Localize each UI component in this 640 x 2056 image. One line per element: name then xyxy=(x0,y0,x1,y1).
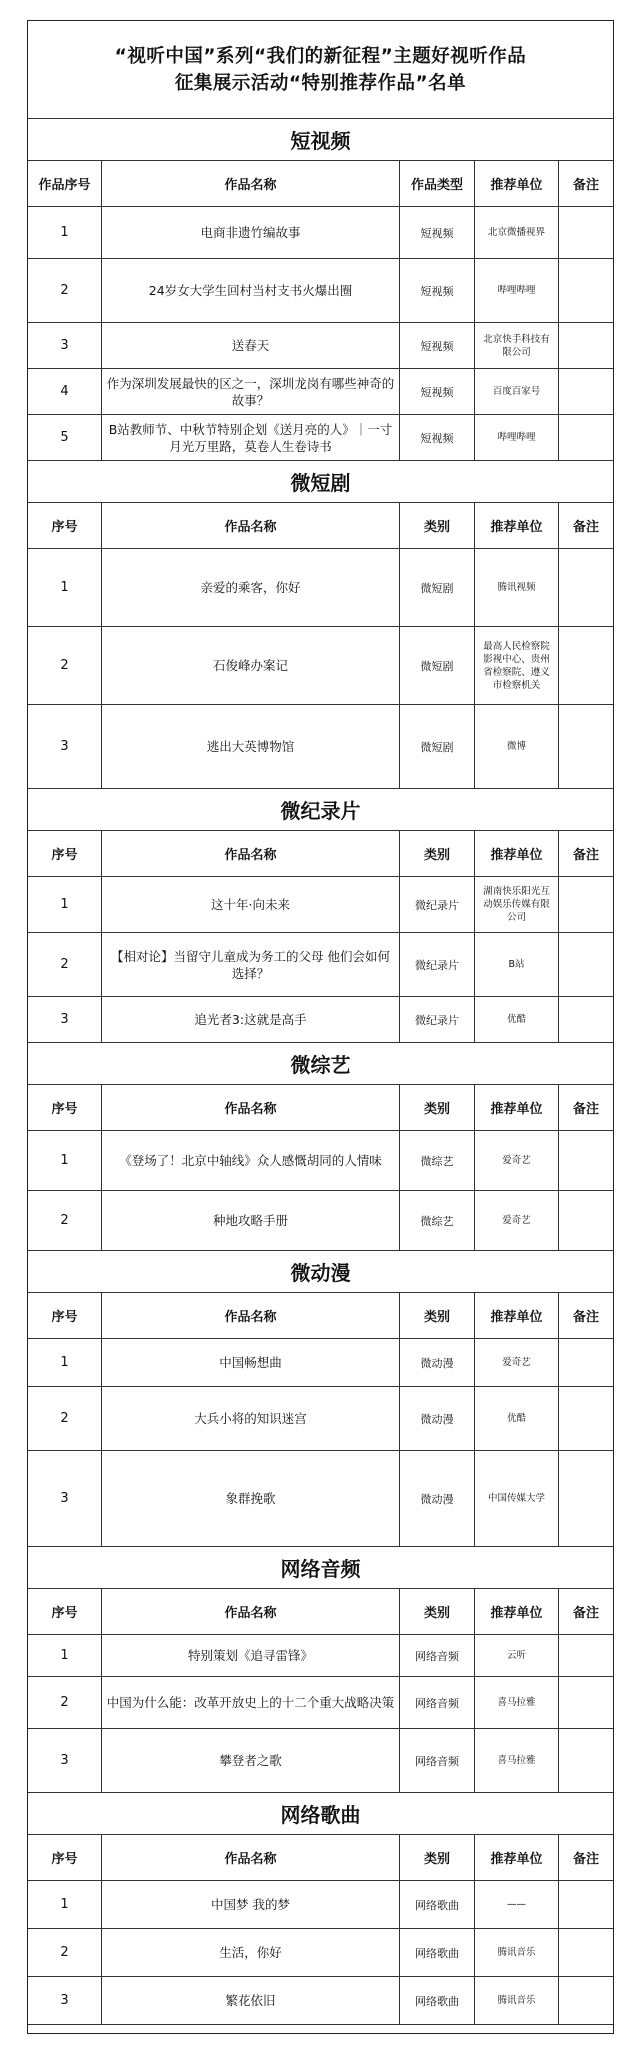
cell-index: 3 xyxy=(28,705,102,788)
column-header-recommender: 推荐单位 xyxy=(475,1085,559,1130)
cell-recommender: 腾讯音乐 xyxy=(475,1977,559,2024)
cell-category: 网络歌曲 xyxy=(400,1977,475,2024)
cell-index: 3 xyxy=(28,1729,102,1792)
cell-recommender: 北京快手科技有限公司 xyxy=(475,323,559,368)
cell-title: 送春天 xyxy=(102,323,400,368)
table-row xyxy=(28,627,613,705)
cell-category: 短视频 xyxy=(400,259,475,322)
column-header-index: 序号 xyxy=(28,1589,102,1634)
section-title: 短视频 xyxy=(290,129,351,153)
section-title: 微纪录片 xyxy=(280,799,361,823)
cell-recommender: 哔哩哔哩 xyxy=(475,415,559,460)
cell-remarks xyxy=(559,1729,613,1792)
table-row xyxy=(28,1929,613,1977)
cell-title: 大兵小将的知识迷宫 xyxy=(102,1387,400,1450)
table-row xyxy=(28,1729,613,1793)
cell-index: 3 xyxy=(28,323,102,368)
table-row xyxy=(28,705,613,789)
cell-index: 1 xyxy=(28,1131,102,1190)
cell-index: 2 xyxy=(28,1929,102,1976)
column-header-index: 作品序号 xyxy=(28,161,102,206)
column-header-title: 作品名称 xyxy=(102,1589,400,1634)
title-line-1: “视听中国”系列“我们的新征程”主题好视听作品 xyxy=(114,45,527,67)
table-row xyxy=(28,997,613,1043)
cell-recommender: —— xyxy=(475,1881,559,1928)
column-header-title: 作品名称 xyxy=(102,1085,400,1130)
column-header-category: 作品类型 xyxy=(400,161,475,206)
column-header-row xyxy=(28,1085,613,1131)
column-header-title: 作品名称 xyxy=(102,831,400,876)
cell-recommender: B站 xyxy=(475,933,559,996)
section-header-row xyxy=(28,1793,613,1835)
cell-index: 1 xyxy=(28,1635,102,1676)
cell-index: 1 xyxy=(28,1881,102,1928)
cell-category: 微动漫 xyxy=(400,1451,475,1546)
cell-category: 短视频 xyxy=(400,207,475,258)
cell-recommender: 爱奇艺 xyxy=(475,1131,559,1190)
cell-remarks xyxy=(559,1339,613,1386)
column-header-recommender: 推荐单位 xyxy=(475,1293,559,1338)
cell-recommender: 腾讯音乐 xyxy=(475,1929,559,1976)
cell-recommender: 云听 xyxy=(475,1635,559,1676)
cell-recommender: 哔哩哔哩 xyxy=(475,259,559,322)
column-header-recommender: 推荐单位 xyxy=(475,831,559,876)
section-header-row xyxy=(28,789,613,831)
column-header-index: 序号 xyxy=(28,1835,102,1880)
section-header-row xyxy=(28,461,613,503)
column-header-remarks: 备注 xyxy=(572,520,599,535)
table-row xyxy=(28,1339,613,1387)
document-title xyxy=(28,21,613,118)
cell-remarks xyxy=(559,207,613,258)
cell-index: 2 xyxy=(28,1191,102,1250)
cell-category: 微短剧 xyxy=(400,627,475,704)
cell-title: 这十年·向未来 xyxy=(102,877,400,932)
cell-category: 微纪录片 xyxy=(400,877,475,932)
cell-category: 微纪录片 xyxy=(400,933,475,996)
table-row xyxy=(28,259,613,323)
column-header-title: 作品名称 xyxy=(102,503,400,548)
cell-index: 1 xyxy=(28,1339,102,1386)
table-row xyxy=(28,1635,613,1677)
table-row xyxy=(28,877,613,933)
column-header-category: 类别 xyxy=(400,1835,475,1880)
cell-category: 网络歌曲 xyxy=(400,1929,475,1976)
column-header-row xyxy=(28,1293,613,1339)
cell-recommender: 百度百家号 xyxy=(475,369,559,414)
column-header-index: 序号 xyxy=(28,503,102,548)
column-header-row xyxy=(28,831,613,877)
column-header-recommender: 推荐单位 xyxy=(475,503,559,548)
cell-title: 中国畅想曲 xyxy=(102,1339,400,1386)
cell-remarks xyxy=(559,369,613,414)
section-header-row xyxy=(28,1547,613,1589)
section-title: 微综艺 xyxy=(290,1053,351,1077)
column-header-remarks: 备注 xyxy=(572,848,599,863)
column-header-remarks: 备注 xyxy=(572,1606,599,1621)
cell-title: 追光者3:这就是高手 xyxy=(102,997,400,1042)
cell-remarks xyxy=(559,627,613,704)
cell-title: 种地攻略手册 xyxy=(102,1191,400,1250)
cell-title: 亲爱的乘客，你好 xyxy=(102,549,400,626)
cell-title: 象群挽歌 xyxy=(102,1451,400,1546)
table-row xyxy=(28,1451,613,1547)
section-title: 网络音频 xyxy=(280,1557,361,1581)
cell-remarks xyxy=(559,415,613,460)
column-header-remarks: 备注 xyxy=(572,178,599,193)
cell-recommender: 最高人民检察院影视中心、贵州省检察院、遵义市检察机关 xyxy=(475,627,559,704)
cell-index: 4 xyxy=(28,369,102,414)
section-header-row xyxy=(28,119,613,161)
column-header-category: 类别 xyxy=(400,1085,475,1130)
cell-category: 短视频 xyxy=(400,323,475,368)
cell-category: 微短剧 xyxy=(400,549,475,626)
title-row xyxy=(28,21,613,119)
cell-remarks xyxy=(559,259,613,322)
cell-title: 逃出大英博物馆 xyxy=(102,705,400,788)
column-header-index: 序号 xyxy=(28,1085,102,1130)
cell-index: 3 xyxy=(28,997,102,1042)
table-row xyxy=(28,369,613,415)
cell-title: 石俊峰办案记 xyxy=(102,627,400,704)
cell-index: 2 xyxy=(28,1677,102,1728)
column-header-remarks: 备注 xyxy=(572,1310,599,1325)
cell-recommender: 喜马拉雅 xyxy=(475,1729,559,1792)
column-header-title: 作品名称 xyxy=(102,1293,400,1338)
cell-index: 3 xyxy=(28,1451,102,1546)
cell-recommender: 喜马拉雅 xyxy=(475,1677,559,1728)
table-row xyxy=(28,1131,613,1191)
cell-title: 【相对论】当留守儿童成为务工的父母 他们会如何选择？ xyxy=(102,933,400,996)
cell-recommender: 优酷 xyxy=(475,997,559,1042)
cell-title: 攀登者之歌 xyxy=(102,1729,400,1792)
table-row xyxy=(28,1881,613,1929)
column-header-category: 类别 xyxy=(400,1589,475,1634)
cell-remarks xyxy=(559,323,613,368)
column-header-row xyxy=(28,1589,613,1635)
cell-index: 5 xyxy=(28,415,102,460)
cell-remarks xyxy=(559,1191,613,1250)
cell-index: 2 xyxy=(28,1387,102,1450)
column-header-recommender: 推荐单位 xyxy=(475,1589,559,1634)
table-row xyxy=(28,323,613,369)
cell-remarks xyxy=(559,1977,613,2024)
cell-category: 网络歌曲 xyxy=(400,1881,475,1928)
cell-title: 作为深圳发展最快的区之一，深圳龙岗有哪些神奇的故事？ xyxy=(102,369,400,414)
table-row xyxy=(28,1977,613,2025)
cell-remarks xyxy=(559,933,613,996)
table-row xyxy=(28,1191,613,1251)
section-title: 网络歌曲 xyxy=(280,1803,361,1827)
cell-remarks xyxy=(559,1635,613,1676)
table-row xyxy=(28,415,613,461)
column-header-index: 序号 xyxy=(28,831,102,876)
cell-remarks xyxy=(559,1929,613,1976)
column-header-category: 类别 xyxy=(400,503,475,548)
cell-category: 微综艺 xyxy=(400,1191,475,1250)
cell-recommender: 北京微播视界 xyxy=(475,207,559,258)
column-header-row xyxy=(28,503,613,549)
column-header-row xyxy=(28,161,613,207)
cell-title: 24岁女大学生回村当村支书火爆出圈 xyxy=(102,259,400,322)
table-row xyxy=(28,549,613,627)
column-header-category: 类别 xyxy=(400,831,475,876)
cell-index: 2 xyxy=(28,259,102,322)
column-header-recommender: 推荐单位 xyxy=(475,161,559,206)
cell-category: 微综艺 xyxy=(400,1131,475,1190)
section-header-row xyxy=(28,1043,613,1085)
cell-title: 繁花依旧 xyxy=(102,1977,400,2024)
cell-recommender: 爱奇艺 xyxy=(475,1191,559,1250)
cell-index: 1 xyxy=(28,549,102,626)
cell-remarks xyxy=(559,1387,613,1450)
table-row xyxy=(28,933,613,997)
cell-recommender: 中国传媒大学 xyxy=(475,1451,559,1546)
cell-category: 短视频 xyxy=(400,369,475,414)
column-header-row xyxy=(28,1835,613,1881)
cell-category: 微短剧 xyxy=(400,705,475,788)
column-header-title: 作品名称 xyxy=(102,1835,400,1880)
section-header-row xyxy=(28,1251,613,1293)
cell-recommender: 优酷 xyxy=(475,1387,559,1450)
cell-remarks xyxy=(559,1131,613,1190)
cell-index: 3 xyxy=(28,1977,102,2024)
cell-recommender: 腾讯视频 xyxy=(475,549,559,626)
cell-remarks xyxy=(559,877,613,932)
cell-category: 微动漫 xyxy=(400,1339,475,1386)
cell-remarks xyxy=(559,1881,613,1928)
cell-remarks xyxy=(559,705,613,788)
cell-remarks xyxy=(559,1451,613,1546)
cell-title: 电商非遗竹编故事 xyxy=(102,207,400,258)
cell-remarks xyxy=(559,1677,613,1728)
recommendation-table xyxy=(27,20,614,2034)
column-header-title: 作品名称 xyxy=(102,161,400,206)
cell-title: B站教师节、中秋节特别企划《送月亮的人》｜一寸月光万里路，莫卷人生卷诗书 xyxy=(102,415,400,460)
cell-category: 短视频 xyxy=(400,415,475,460)
column-header-index: 序号 xyxy=(28,1293,102,1338)
cell-remarks xyxy=(559,549,613,626)
cell-title: 中国为什么能：改革开放史上的十二个重大战略决策 xyxy=(102,1677,400,1728)
cell-recommender: 湖南快乐阳光互动娱乐传媒有限公司 xyxy=(475,877,559,932)
table-row xyxy=(28,207,613,259)
cell-category: 微纪录片 xyxy=(400,997,475,1042)
title-line-2: 征集展示活动“特别推荐作品”名单 xyxy=(174,72,467,94)
column-header-remarks: 备注 xyxy=(572,1102,599,1117)
cell-category: 网络音频 xyxy=(400,1677,475,1728)
section-title: 微短剧 xyxy=(290,471,351,495)
table-row xyxy=(28,1387,613,1451)
cell-recommender: 爱奇艺 xyxy=(475,1339,559,1386)
column-header-recommender: 推荐单位 xyxy=(475,1835,559,1880)
cell-index: 2 xyxy=(28,627,102,704)
cell-title: 特别策划《追寻雷锋》 xyxy=(102,1635,400,1676)
cell-recommender: 微博 xyxy=(475,705,559,788)
cell-category: 网络音频 xyxy=(400,1635,475,1676)
cell-index: 1 xyxy=(28,877,102,932)
cell-index: 1 xyxy=(28,207,102,258)
cell-title: 生活，你好 xyxy=(102,1929,400,1976)
column-header-remarks: 备注 xyxy=(572,1852,599,1867)
cell-category: 微动漫 xyxy=(400,1387,475,1450)
cell-title: 中国梦 我的梦 xyxy=(102,1881,400,1928)
cell-category: 网络音频 xyxy=(400,1729,475,1792)
cell-title: 《登场了！北京中轴线》众人感慨胡同的人情味 xyxy=(102,1131,400,1190)
cell-index: 2 xyxy=(28,933,102,996)
section-title: 微动漫 xyxy=(290,1261,351,1285)
column-header-category: 类别 xyxy=(400,1293,475,1338)
table-row xyxy=(28,1677,613,1729)
cell-remarks xyxy=(559,997,613,1042)
